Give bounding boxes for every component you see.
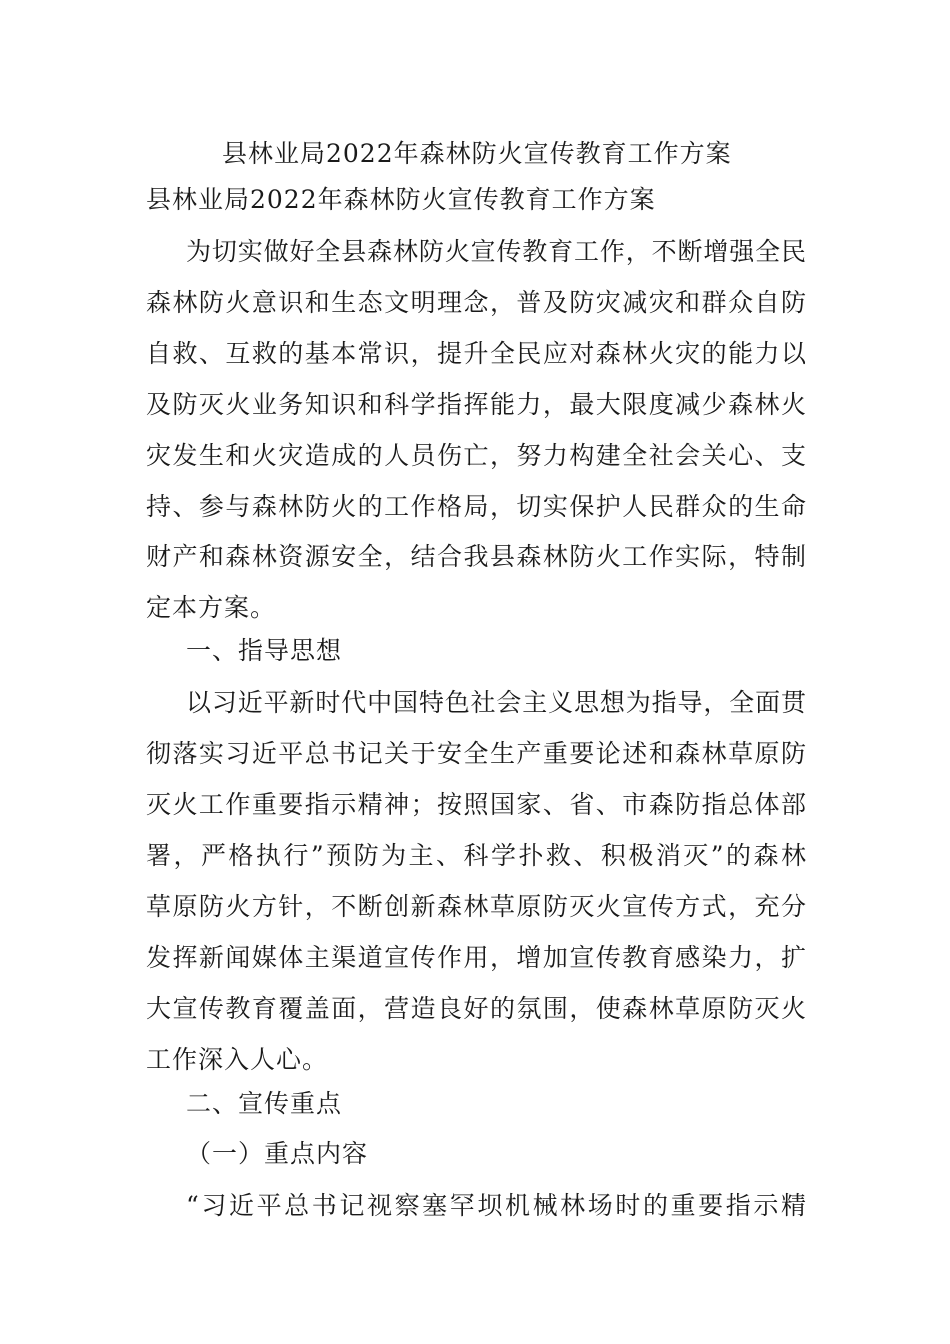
paragraph-line: 为切实做好全县森林防火宣传教育工作，不断增强全民 (186, 237, 806, 266)
paragraph-line: 持、参与森林防火的工作格局，切实保护人民群众的生命 (146, 492, 806, 521)
paragraph-line: 工作深入人心。 (146, 1045, 329, 1074)
paragraph-line: 森林防火意识和生态文明理念，普及防灾减灾和群众自防 (146, 288, 806, 317)
paragraph-line: “习近平总书记视察塞罕坝机械林场时的重要指示精 (186, 1191, 806, 1220)
paragraph-line: 大宣传教育覆盖面，营造良好的氛围，使森林草原防灭火 (146, 994, 806, 1023)
paragraph-line: 彻落实习近平总书记关于安全生产重要论述和森林草原防 (146, 739, 806, 768)
subsection-heading-key-content: （一）重点内容 (186, 1139, 369, 1168)
paragraph-line: 灾发生和火灾造成的人员伤亡，努力构建全社会关心、支 (146, 441, 806, 470)
paragraph-line: 署，严格执行”预防为主、科学扑救、积极消灭”的森林 (146, 841, 806, 870)
paragraph-line: 灭火工作重要指示精神；按照国家、省、市森防指总体部 (146, 790, 806, 819)
paragraph-line: 财产和森林资源安全，结合我县森林防火工作实际，特制 (146, 542, 806, 571)
paragraph-line: 发挥新闻媒体主渠道宣传作用，增加宣传教育感染力，扩 (146, 943, 806, 972)
section-heading-publicity-focus: 二、宣传重点 (186, 1089, 343, 1118)
paragraph-line: 定本方案。 (146, 593, 277, 622)
document-title: 县林业局2022年森林防火宣传教育工作方案 (222, 139, 732, 168)
section-heading-guiding-ideology: 一、指导思想 (186, 636, 343, 665)
paragraph-line: 以习近平新时代中国特色社会主义思想为指导，全面贯 (186, 688, 806, 717)
paragraph-line: 自救、互救的基本常识，提升全民应对森林火灾的能力以 (146, 339, 806, 368)
paragraph-line: 及防灭火业务知识和科学指挥能力，最大限度减少森林火 (146, 390, 806, 419)
paragraph-line: 草原防火方针，不断创新森林草原防灭火宣传方式，充分 (146, 892, 806, 921)
document-subtitle: 县林业局2022年森林防火宣传教育工作方案 (146, 185, 656, 214)
